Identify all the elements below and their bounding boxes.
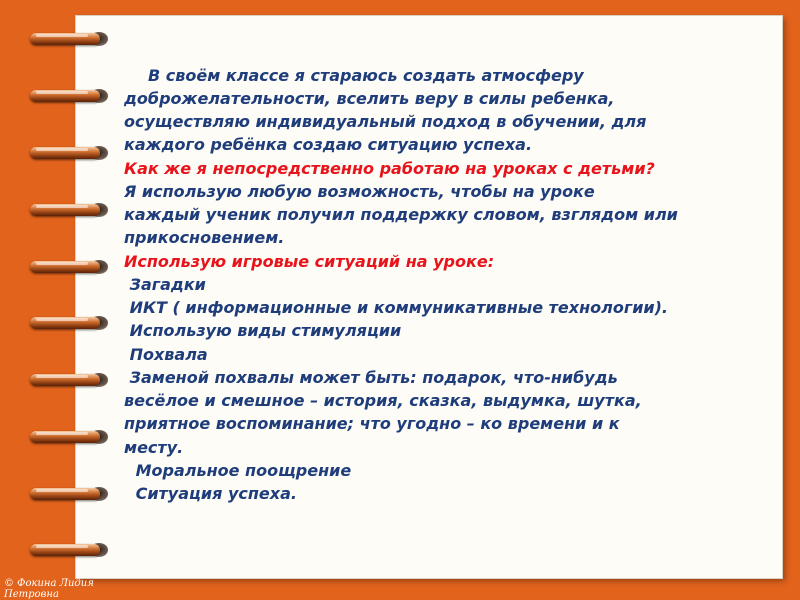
- list-item: [112, 459, 351, 482]
- list-item-continuation: месту.: [124, 438, 184, 457]
- spiral-ring: [30, 202, 112, 218]
- method-line: прикосновением.: [124, 228, 285, 247]
- spiral-ring: [30, 429, 112, 445]
- intro-line: осуществляю индивидуальный подход в обучении, для: [124, 112, 647, 131]
- method-line: каждый ученик получил поддержку словом, взглядом или: [124, 205, 678, 224]
- list-item-label: Моральное поощрение: [135, 461, 352, 480]
- list-item: [112, 273, 206, 296]
- spiral-ring: [30, 31, 112, 47]
- spiral-ring: [30, 145, 112, 161]
- spiral-ring: [30, 88, 112, 104]
- list-item-label: ИКТ ( информационные и коммуникативные технологии).: [129, 298, 669, 317]
- spiral-ring: [30, 259, 112, 275]
- list-item-label: Ситуация успеха.: [135, 484, 297, 503]
- intro-line: каждого ребёнка создаю ситуацию успеха.: [124, 135, 533, 154]
- section-heading: Использую игровые ситуаций на уроке:: [124, 252, 495, 271]
- list-item: [112, 482, 297, 505]
- intro-line: доброжелательности, вселить веру в силы ребенка,: [124, 89, 615, 108]
- list-item-label: Использую виды стимуляции: [129, 321, 402, 340]
- copyright-line: Петровна: [4, 589, 59, 600]
- list-item-label: Заменой похвалы может быть: подарок, что-нибудь: [129, 368, 618, 387]
- list-item-label: Похвала: [129, 345, 208, 364]
- list-item: [112, 366, 618, 389]
- question-line: Как же я непосредственно работаю на уроках с детьми?: [124, 159, 655, 178]
- list-item: [112, 296, 668, 319]
- copyright-note: [4, 578, 94, 600]
- method-line: Я использую любую возможность, чтобы на уроке: [124, 182, 595, 201]
- spiral-ring: [30, 486, 112, 502]
- list-item: [112, 319, 401, 342]
- intro-line: В своём классе я стараюсь создать атмосферу: [148, 66, 584, 85]
- spiral-ring: [30, 315, 112, 331]
- copyright-line: © Фокина Лидия: [4, 578, 94, 589]
- list-item-continuation: весёлое и смешное – история, сказка, выдумка, шутка,: [124, 391, 642, 410]
- list-item-label: Загадки: [129, 275, 206, 294]
- list-item: [112, 343, 208, 366]
- spiral-ring: [30, 542, 112, 558]
- spiral-ring: [30, 372, 112, 388]
- list-item-continuation: приятное воспоминание; что угодно – ко времени и к: [124, 414, 620, 433]
